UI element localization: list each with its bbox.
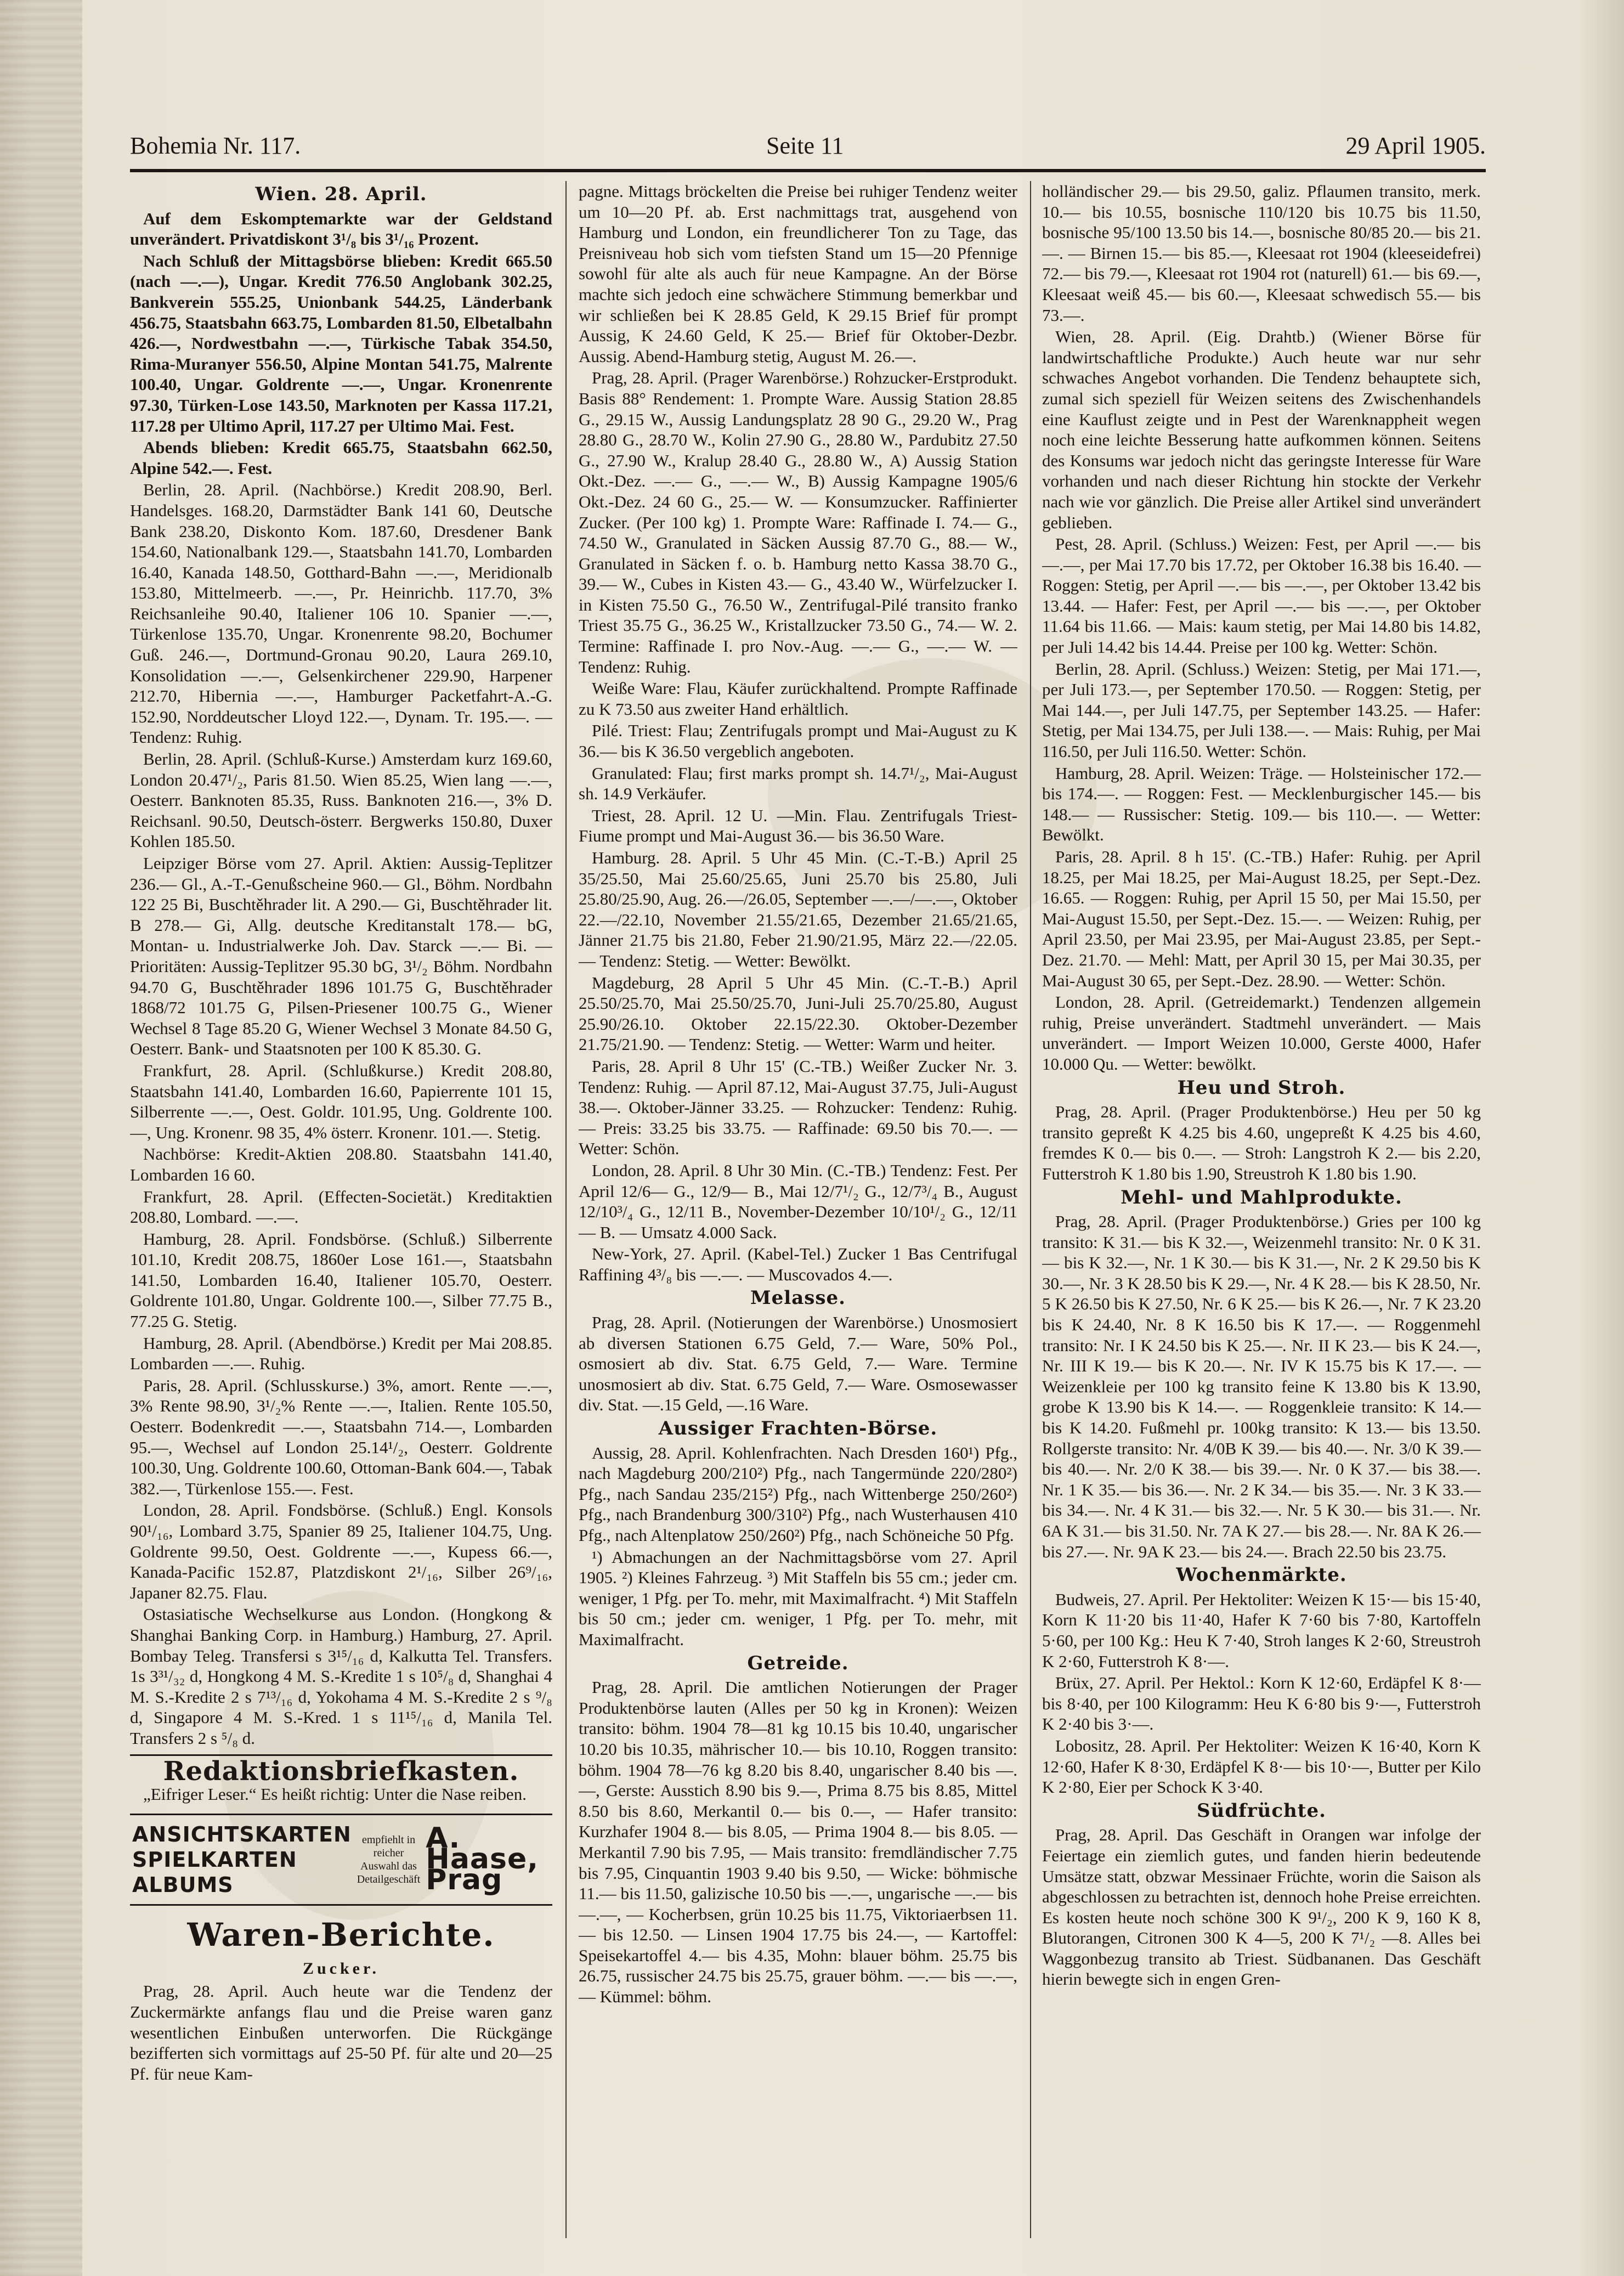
article-zucker-cont: pagne. Mittags bröckelten die Preise bei ruhiger Tendenz weiter um 10—20 Pf. ab. Erst nachmittags trat, ausgehend von Hamburg und London, ein freundlicherer Ton zu Tage, das Preisniveau hob sich vom tiefsten Stand um 15—20 Pfennige sowohl für alte als auch für neue Kampagne. An der Börse machte sich jedoch eine schwächere Stimmung bemerkbar und wir schließen bei K 28.85 Geld, K 29.15 Brief für prompt Aussig, K 24.60 Geld, K 25.— Brief für Oktober-Dezbr. Aussig. Abend-Hamburg stetig, August M. 26.—. <box>579 182 1017 366</box>
article-ostasien: Ostasiatische Wechselkurse aus London. (Hongkong & Shanghai Banking Corp. in Hamburg.) Hamburg, 27. April. Bombay Teleg. Transfersi s 3¹⁵/₁₆ d, Kalkutta Tel. Transfers. 1s 3³¹/₃₂ d, Hongkong 4 M. S.-Kreditе 1 s 10⁵/₈ d, Shanghai 4 M. S.-Kredite 2 s 7¹³/₁₆ d, Yokohama 4 M. S.-Kredite 2 s ⁹/₈ d, Singapore 4 M. S.-Kred. 1 s 11¹⁵/₁₆ d, Manila Tel. Transfers 2 s ⁵/₈ d. <box>130 1605 552 1748</box>
article-frachten-notes: ¹) Abmachungen an der Nachmittagsbörse vom 27. April 1905. ²) Kleines Fahrzeug. ³) Mit Staffeln bis 55 cm.; jeder cm. weniger, 1 Pfg. per To. mehr, mit Maximalfracht. ⁴) Mit Staffeln bis 50 cm.; jeder cm. weniger, 1 Pfg. per To. mehr, mit Maximalfracht. <box>579 1547 1017 1649</box>
article-frankfurt-nachboerse: Nachbörse: Kredit-Aktien 208.80. Staatsbahn 141.40, Lombarden 16 60. <box>130 1144 552 1184</box>
column-3 <box>1042 181 1481 2244</box>
article-london-zucker: London, 28. April. 8 Uhr 30 Min. (C.-TB.) Tendenz: Fest. Per April 12/6— G., 12/9— B., Mai 12/7¹/₂ G., 12/7³/₄ B., August 12/10³/₄ G., 12/11 B., November-Dezember 10/10¹/₂ G., 12/11— B. — Umsatz 4.000 Sack. <box>579 1160 1017 1242</box>
article-hamburg-produkte: Hamburg, 28. April. Weizen: Träge. — Holsteinischer 172.— bis 174.—. — Roggen: Fest. — Mecklenburgischer 145.— bis 148.— — Russischer: Stetig. 109.— bis 110.—. — Wetter: Bewölkt. <box>1042 763 1481 845</box>
article-rohzucker: Prag, 28. April. (Prager Warenbörse.) Rohzucker-Erstprodukt. Basis 88° Rendement: 1. Prompte Ware. Aussig Station 28.85 G., 29.15 W., Aussig Landungsplatz 28 90 G., 29.20 W., Prag 28.80 G., 28.70 W., Kolin 27.90 G., 28.80 W., Pardubitz 27.50 G., 27.90 W., Kralup 28.40 G., 28.80 W., A) Aussig Station Okt.-Dez. —.— G., —.— W., B) Aussig Kampagne 1905/6 Okt.-Dez. 24 60 G., 25.— W. — Konsumzucker. Raffinierter Zucker. (Per 100 kg) 1. Prompte Ware: Raffinade I. 74.— G., 74.50 W., Granulated in Säcken Aussig 87.70 G., 88.— W., Granulated in Säcken f. o. b. Hamburg netto Kassa 38.70 G., 39.— W., Cubes in Kisten 43.— G., 43.40 W., Würfelzucker I. in Kisten 75.50 G., 76.50 W., Zentrifugal-Pilé transito franko Triest 35.75 G., 36.25 W., Kristallzucker 73.50 G., 74.— W. 2. Termine: Raffinade I. pro Nov.-Aug. —.— G., —.— W. — Tendenz: Ruhig. <box>579 368 1017 676</box>
article-paris: Paris, 28. April. (Schlusskurse.) 3%, amort. Rente —.—, 3% Rente 98.90, 3¹/₂% Rente —.—, Italien. Rente 105.50, Oesterr. Bodenkredit —.—, Staatsbahn 714.—, Lombarden 95.—, Wechsel auf London 25.14¹/₂, Oesterr. Goldrente 100.30, Ung. Goldrente 100.60, Ottoman-Bank 604.—, Tabak 382.—, Türkenlose 155.—. Fest. <box>130 1375 552 1498</box>
article-budweis: Budweis, 27. April. Per Hektoliter: Weizen K 15·— bis 15·40, Korn K 11·20 bis 11·40, Hafer K 7·60 bis 7·80, Kartoffeln 5·60, per 100 Kg.: Heu K 7·40, Stroh langes K 2·60, Streustroh K 2·60, Futterstroh K 8·—. <box>1042 1589 1481 1671</box>
article-lobositz: Lobositz, 28. April. Per Hektoliter: Weizen K 16·40, Korn K 12·60, Hafer K 8·30, Erdäpfel K 8·— bis 10·—, Butter per Kilo K 2·80, Eier per Schock K 3·40. <box>1042 1736 1481 1797</box>
article-pest: Pest, 28. April. (Schluss.) Weizen: Fest, per April —.— bis —.—, per Mai 17.70 bis 17.72, per Oktober 16.38 bis 16.40. — Roggen: Stetig, per April —.— bis —.—, per Oktober 13.42 bis 13.44. — Hafer: Fest, per April —.— bis —.—, per Oktober 11.64 bis 11.66. — Mais: kaum stetig, per Mai 14.80 bis 14.82, per Juli 14.42 bis 14.44. Preise per 100 kg. Wetter: Schön. <box>1042 534 1481 657</box>
column-divider <box>1030 181 1031 2238</box>
section-title-suedfruechte: Südfrüchte. <box>1197 1799 1326 1822</box>
column-2 <box>579 181 1017 2244</box>
article-zucker: Prag, 28. April. Auch heute war die Tendenz der Zuckermärkte anfangs flau und die Preise waren ganz wesentlichen Einbußen unterworfen. Die Rückgänge bezifferten sich vormittags auf 25-50 Pf. für alte und 20—25 Pf. für neue Kam- <box>130 1981 552 2083</box>
page-header <box>130 132 1486 165</box>
article-granulated: Granulated: Flau; first marks prompt sh. 14.7¹/₂, Mai-August sh. 14.9 Verkäufer. <box>579 763 1017 804</box>
article-hamburg-abend: Hamburg, 28. April. (Abendbörse.) Kredit per Mai 208.85. Lombarden —.—. Ruhig. <box>130 1333 552 1374</box>
article-wien-produkte: Wien, 28. April. (Eig. Drahtb.) (Wiener Börse für landwirtschaftliche Produkte.) Auch heute war nur sehr schwaches Angebot vorhanden. Die Tendenz behauptete sich, zumal sich speziell für Weizen seitens des Zwischenhandels eine Kauflust zeigte und in Pest der Warenknappheit wegen noch eine leichte Besserung hatte aufkommen können. Seitens des Konsums war jedoch nicht das geringste Interesse für Ware vorhanden und nach dieser Richtung hin stockte der Verkehr nach wie vor gänzlich. Die Preise aller Artikel sind unverändert geblieben. <box>1042 327 1481 532</box>
section-title-melasse: Melasse. <box>750 1287 846 1309</box>
advertisement-haase <box>130 1814 552 1906</box>
column-divider <box>565 181 567 2238</box>
page-edge-shadow <box>0 0 82 2276</box>
article-newyork: New-York, 27. April. (Kabel-Tel.) Zucker 1 Bas Centrifugal Raffining 4³/₈ bis —.—. — Muscovados 4.—. <box>579 1244 1017 1284</box>
article-kuemmel-cont: holländischer 29.— bis 29.50, galiz. Pflaumen transito, merk. 10.— bis 10.55, bosnische 110/120 bis 10.75 bis 11.50, bosnische 95/100 13.50 bis 14.—, bosnische 80/85 20.— bis 21.—. — Birnen 15.— bis 85.—, Kleesaat rot 1904 (kleeseidefrei) 72.— bis 79.—, Kleesaat rot 1904 rot (naturell) 61.— bis 69.—, Kleesaat weiß 45.— bis 60.—, Kleesaat schwedisch 55.— bis 73.—. <box>1042 182 1481 325</box>
section-title-wien: Wien. 28. April. <box>255 183 427 205</box>
header-date: 29 April 1905. <box>1345 132 1486 159</box>
ad-line: ANSICHTSKARTEN <box>132 1822 352 1846</box>
article-paris-produkte: Paris, 28. April. 8 h 15'. (C.-TB.) Hafer: Ruhig. per April 18.25, per Mai 18.25, per Mai-August 18.25, per Sept.-Dez. 16.65. — Roggen: Ruhig, per April 15 50, per Mai 15.50, per Mai-August 15.50, per Sept.-Dez. 15.—. — Weizen: Ruhig, per April 23.50, per Mai 23.95, per Mai-August 23.85, per Sept.-Dez. 21.70. — Mehl: Matt, per April 30 15, per Mai 30.35, per Mai-August 30 65, per Sept.-Dez. 28.90. — Wetter: Schön. <box>1042 847 1481 990</box>
article-frachten: Aussig, 28. April. Kohlenfrachten. Nach Dresden 160¹) Pfg., nach Magdeburg 200/210²) Pfg., nach Tangermünde 220/280²) Pfg., nach Sandau 235/215²) Pfg., nach Wittenberge 250/260²) Pfg., nach Brandenburg 300/310²) Pfg., nach Wusterhausen 410 Pfg., nach Altenplatow 250/260²) Pfg., nach Schöneiche 50 Pfg. <box>579 1443 1017 1545</box>
article-hamburg-fonds: Hamburg, 28. April. Fondsbörse. (Schluß.) Silberrente 101.10, Kredit 208.75, 1860er Lose 161.—, Staatsbahn 141.50, Lombarden 16.40, Italiener 105.70, Oesterr. Goldrente 101.80, Ungar. Goldrente 100.—, Silber 77.75 B., 77.25 G. Stetig. <box>130 1229 552 1331</box>
article-bruex: Brüx, 27. April. Per Hektol.: Korn K 12·60, Erdäpfel K 8·— bis 8·40, per 100 Kilogramm: Heu K 6·80 bis 9·—, Futterstroh K 2·40 bis 3·—. <box>1042 1673 1481 1734</box>
header-page-number: Seite 11 <box>766 132 844 159</box>
section-title-redaktion: Redaktionsbriefkasten. <box>163 1755 519 1787</box>
ad-line: ALBUMS <box>132 1872 234 1897</box>
ad-middle-text: empfiehlt in reicher Auswahl das Detailgeschäft <box>357 1833 421 1885</box>
article-melasse: Prag, 28. April. (Notierungen der Warenbörse.) Unosmosiert ab diversen Stationen 6.75 Geld, 7.— Ware, 50% Pol., osmosiert ab div. Stat. 6.75 Geld, 7.— Ware. Termine unosmosiert ab div. Stat. 6.75 Geld, 7.— Ware. Osmosewasser div. Stat. —.15 Geld, —.16 Ware. <box>579 1313 1017 1415</box>
article-berlin-produkte: Berlin, 28. April. (Schluss.) Weizen: Stetig, per Mai 171.—, per Juli 173.—, per September 170.50. — Roggen: Stetig, per Mai 144.—, per Juli 147.75, per September 143.25. — Hafer: Stetig, per Mai 134.75, per Juli 138.—. — Mais: Ruhig, per Mai 116.50, per Juli 116.50. Wetter: Schön. <box>1042 659 1481 761</box>
section-title-mehl: Mehl- und Mahlprodukte. <box>1121 1186 1402 1208</box>
article-berlin-schluss: Berlin, 28. April. (Schluß-Kurse.) Amsterdam kurz 169.60, London 20.47¹/₂, Paris 81.50. Wien 85.25, Wien lang —.—, Oesterr. Banknoten 85.35, Russ. Banknoten 216.—, 3% D. Reichsanl. 90.50, Deutsch-österr. Bergwerks 150.80, Duxer Kohlen 185.50. <box>130 749 552 851</box>
article-london-produkte: London, 28. April. (Getreidemarkt.) Tendenzen allgemein ruhig, Preise unverändert. Stadtmehl unverändert. — Mais unverändert. — Import Weizen 10.000, Gerste 4000, Hafer 10.000 Qu. — Wetter: bewölkt. <box>1042 992 1481 1074</box>
header-rule <box>130 169 1486 172</box>
article-paris-zucker: Paris, 28. April 8 Uhr 15' (C.-TB.) Weißer Zucker Nr. 3. Tendenz: Ruhig. — April 87.12, Mai-August 37.75, Juli-August 38.—. Oktober-Jänner 33.25. — Rohzucker: Tendenz: Ruhig. — Preis: 33.25 bis 33.75. — Raffinade: 69.50 bis 70.—. — Wetter: Schön. <box>579 1056 1017 1159</box>
ad-product-list <box>132 1822 352 1897</box>
article-triest: Triest, 28. April. 12 U. —Min. Flau. Zentrifugals Triest-Fiume prompt und Mai-August 36.— bis 36.50 Ware. <box>579 805 1017 846</box>
article-london: London, 28. April. Fondsbörse. (Schluß.) Engl. Konsols 90¹/₁₆, Lombard 3.75, Spanier 89 25, Italiener 104.75, Ung. Goldrente 99.50, Oest. Goldrente —.—, Kupess 66.—, Kanada-Pacific 152.87, Platzdiskont 2¹/₁₆, Silber 26⁹/₁₆, Japaner 82.75. Flau. <box>130 1500 552 1602</box>
section-title-wochenmaerkte: Wochenmärkte. <box>1176 1564 1347 1586</box>
section-title-getreide: Getreide. <box>747 1652 849 1674</box>
article-hamburg-zucker: Hamburg. 28. April. 5 Uhr 45 Min. (C.-T.-B.) April 25 35/25.50, Mai 25.60/25.65, Juni 25.70 bis 25.80, Juli 25.80/25.90, Aug. 26.—/26.05, September —.—/—.—, Oktober 22.—/22.10, November 21.55/21.65, Dezember 21.65/21.65, Jänner 21.75 bis 21.80, Feber 21.90/21.95, März 22.—/22.05. — Tendenz: Stetig. — Wetter: Bewölkt. <box>579 848 1017 970</box>
redaktion-body: „Eifriger Leser.“ Es heißt richtig: Unter die Nase reiben. <box>143 1784 527 1804</box>
article-frankfurt-schluss: Frankfurt, 28. April. (Schlußkurse.) Kredit 208.80, Staatsbahn 141.40, Lombarden 16.60, Papierrente 101 15, Silberrente —.—, Oest. Goldr. 101.95, Ung. Goldrente 100.—, Ung. Kronenr. 98 35, 4% österr. Kronenr. 101.—. Stetig. <box>130 1060 552 1142</box>
ad-brand: A. Haase, Prag <box>426 1822 539 1896</box>
article-wien-body: Auf dem Eskomptemarkte war der Geldstand unverändert. Privatdiskont 3¹/₈ bis 3¹/₁₆ Prozent. <box>130 208 552 249</box>
ad-line: SPIELKARTEN <box>132 1847 297 1872</box>
article-wien-close: Nach Schluß der Mittagsbörse blieben: Kredit 665.50 (nach —.—), Ungar. Kredit 776.50 Anglobank 302.25, Bankverein 555.25, Unionbank 544.25, Länderbank 456.75, Staatsbahn 663.75, Lombarden 81.50, Elbetalbahn 426.—, Nordwestbahn —.—, Türkische Tabak 354.50, Rima-Muranyer 556.50, Alpine Montan 541.75, Malrente 100.40, Ungar. Goldrente —.—, Ungar. Kronenrente 97.30, Türken-Lose 143.50, Marknoten per Kassa 117.21, 117.28 per Ultimo April, 117.27 per Ultimo Mai. Fest. <box>130 251 552 436</box>
article-wien-evening: Abends blieben: Kredit 665.75, Staatsbahn 662.50, Alpine 542.—. Fest. <box>130 438 552 478</box>
section-title-frachten: Aussiger Frachten-Börse. <box>658 1417 938 1440</box>
article-weisse-ware: Weiße Ware: Flau, Käufer zurückhaltend. Prompte Raffinade zu K 73.50 aus zweiter Hand erhältlich. <box>579 679 1017 719</box>
article-leipzig: Leipziger Börse vom 27. April. Aktien: Aussig-Teplitzer 236.— Gl., A.-T.-Genußscheine 960.— Gl., Böhm. Nordbahn 122 25 Bi, Buschtěhrader lit. A 290.— Gi, Buschtěhrader lit. B 278.— Gi, Allg. deutsche Kreditanstalt 178.— bG, Montan- u. Industrialwerke Joh. Dav. Starck —.— Bi. — Prioritäten: Aussig-Teplitzer 95.30 bG, 3¹/₂ Böhm. Nordbahn 94.70 G, Buschtěhrader 1896 101.75 G, Buschtěhrader 1868/72 101.75 G, Pilsen-Priesener 100.75 G., Wiener Wechsel 8 Tage 85.20 G, Wiener Wechsel 3 Monate 84.50 G, Oesterr. Bank- und Staatsnoten per 100 K 85.30. G. <box>130 854 552 1059</box>
column-1 <box>130 181 552 2244</box>
article-berlin-nachboerse: Berlin, 28. April. (Nachbörse.) Kredit 208.90, Berl. Handelsges. 168.20, Darmstädter Bank 141 60, Deutsche Bank 238.20, Diskonto Kom. 187.60, Dresdener Bank 154.60, Nationalbank 129.—, Staatsbahn 141.70, Lombarden 16.40, Kanada 148.50, Gotthard-Bahn —.—, Meridionalb 153.80, Mittelmeerb. —.—, Pr. Heinrichb. 117.70, 3% Reichsanleihe 90.40, Italiener 106 10. Spanier —.—, Türkenlose 135.70, Ungar. Kronenrente 98.20, Bochumer Guß. 246.—, Dortmund-Gronau 90.20, Laura 269.10, Konsolidation —.—, Gelsenkirchener 229.90, Harpener 212.70, Hibernia —.—, Hamburger Packetfahrt-A.-G. 152.90, Norddeutscher Lloyd 122.—, Dynam. Tr. 195.—. — Tendenz: Ruhig. <box>130 480 552 747</box>
article-pile: Pilé. Triest: Flau; Zentrifugals prompt und Mai-August zu K 36.— bis K 36.50 vergeblich angeboten. <box>579 721 1017 761</box>
article-getreide: Prag, 28. April. Die amtlichen Notierungen der Prager Produktenbörse lauten (Alles per 50 kg in Kronen): Weizen transito: böhm. 1904 78—81 kg 10.15 bis 10.40, ungarischer 10.20 bis 10.35, mährischer 10.— bis 10.10, Roggen transito: böhm. 1904 78—76 kg 8.20 bis 8.40, ungarischer 8.40 bis —.—, Gerste: Ausstich 8.90 bis 9.—, Prima 8.75 bis 8.85, Mittel 8.50 bis 8.60, Merkantil 0.— bis 0.—, — Hafer transito: Kurzhafer 1904 8.— bis 8.05, — Prima 1904 8.— bis 8.05. — Merkantil 7.90 bis 7.95, — Mais transito: fremdländischer 7.75 bis 7.95, Cinquantin 1903 9.40 bis 9.50, — Wicke: böhmische 11.— bis 11.50, galizische 10.50 bis —.—, ungarische —.— bis —.—, — Kocherbsen, grün 10.25 bis 11.75, Viktoriaerbsen 11.— bis 12.50. — Linsen 1904 17.75 bis 24.—, — Kartoffel: Speisekartoffel 4.— bis 4.35, Mohn: blauer böhm. 25.75 bis 26.75, russischer 24.75 bis 25.75, grauer böhm. —.— bis —.—, — Kümmel: böhm. <box>579 1678 1017 2007</box>
article-suedfruechte: Prag, 28. April. Das Geschäft in Orangen war infolge der Feiertage ein ziemlich gutes, und fanden hierin bedeutende Umsätze statt, obzwar Messinaer Früchte, worin die Saison als abgeschlossen zu betrachten ist, dennoch hohe Preise erreichten. Es kosten heute noch schöne 300 K 9¹/₂, 200 K 9, 160 K 8, Blutorangen, Citronen 300 K 4—5, 200 K 7¹/₂ —8. Alles bei Waggonbezug transito ab Triest. Südbananen. Das Geschäft hierin bewegte sich in engen Gren- <box>1042 1825 1481 1989</box>
subsection-title-zucker: Zucker. <box>302 1959 380 1978</box>
article-frankfurt-effecten: Frankfurt, 28. April. (Effecten-Societät.) Kreditaktien 208.80, Lombard. —.—. <box>130 1187 552 1227</box>
article-magdeburg: Magdeburg, 28 April 5 Uhr 45 Min. (C.-T.-B.) April 25.50/25.70, Mai 25.50/25.70, Juni-Juli 25.70/25.80, August 25.90/26.10. Oktober 22.15/22.30. Oktober-Dezember 21.75/21.90. — Tendenz: Stetig. — Wetter: Warm und heiter. <box>579 973 1017 1054</box>
section-title-waren: Waren-Berichte. <box>187 1916 495 1953</box>
article-mehl: Prag, 28. April. (Prager Produktenbörse.) Gries per 100 kg transito: K 31.— bis K 32.—, Weizenmehl transito: Nr. 0 K 31.— bis K 32.—, Nr. 1 K 30.— bis K 31.—, Nr. 2 K 29.50 bis K 30.—, Nr. 3 K 28.50 bis K 29.—, Nr. 4 K 28.— bis K 28.50, Nr. 5 K 26.50 bis K 27.50, Nr. 6 K 25.— bis K 26.—, Nr. 7 K 23.20 bis K 24.40, Nr. 8 K 16.50 bis K 17.—. — Roggenmehl transito: Nr. I K 24.50 bis K 25.—. Nr. II K 23.— bis K 24.—, Nr. III K 19.— bis K 20.—. Nr. IV K 15.75 bis K 17.—. — Weizenkleie per 100 kg transito feine K 13.80 bis K 13.90, grobe K 13.90 bis K 14.—. — Roggenkleie transito: K 14.— bis K 14.20. Fußmehl pr. 100kg transito: K 13.— bis 13.50. Rollgerste transito: Nr. 4/0B K 39.— bis 40.—. Nr. 3/0 K 39.— bis 40.—. Nr. 2/0 K 38.— bis 39.—. Nr. 0 K 37.— bis 38.—. Nr. 1 K 35.— bis 36.—. Nr. 2 K 34.— bis 35.—. Nr. 3 K 33.— bis 34.—. Nr. 4 K 31.— bis 32.—. Nr. 5 K 30.— bis 31.—. Nr. 6A K 31.— bis 31.50. Nr. 7A K 27.— bis 28.—. Nr. 8A K 26.— bis 27.—. Nr. 9A K 23.— bis 24.—. Brach 22.50 bis 23.75. <box>1042 1212 1481 1561</box>
article-heu: Prag, 28. April. (Prager Produktenbörse.) Heu per 50 kg transito gepreßt K 4.25 bis 4.60, ungepreßt K 4.25 bis 4.60, fremdes K 0.— bis 0.—. — Stroh: Langstroh K 2.— bis 2.20, Futterstroh K 1.80 bis 1.90, Streustroh K 1.80 bis 1.90. <box>1042 1102 1481 1183</box>
header-left: Bohemia Nr. 117. <box>130 132 301 159</box>
section-title-heu: Heu und Stroh. <box>1177 1076 1346 1099</box>
